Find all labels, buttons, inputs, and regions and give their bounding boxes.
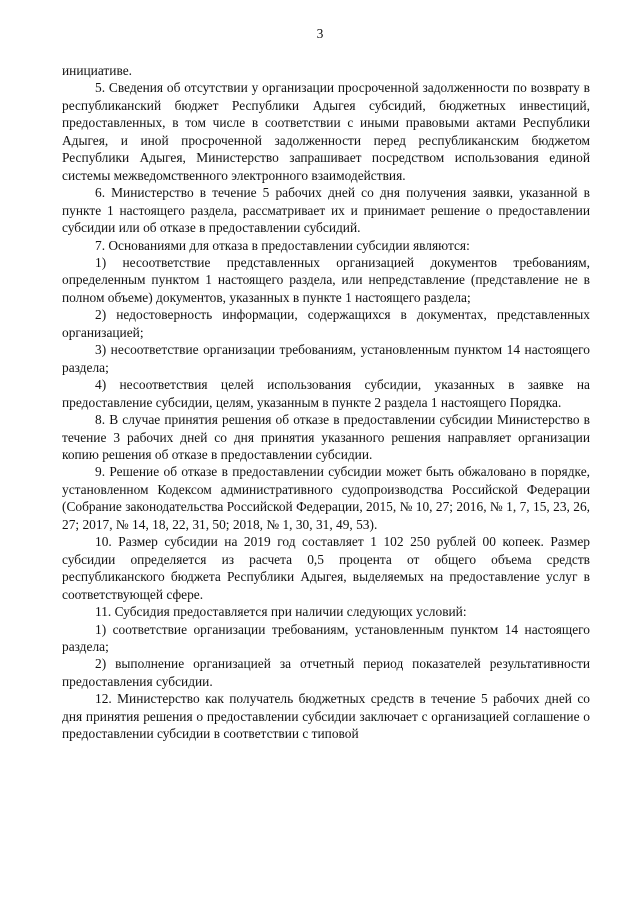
paragraph-8: 8. В случае принятия решения об отказе в предоставлении субсидии Министерство в течение 3 рабочих дней со дня принятия указанного решения направляет организации копию решения об отказе в предоставлении субсидии. xyxy=(62,412,590,462)
paragraph-5: 5. Сведения об отсутствии у организации просроченной задолженности по возврату в республиканский бюджет Республики Адыгея субсидий, бюджетных инвестиций, предоставленных, в том числе в соответствии с иными правовыми актами Республики Адыгея, и иной просроченной задолженности перед республиканским бюджетом Республики Адыгея, Министерство запрашивает посредством использования единой системы межведомственного электронного взаимодействия. xyxy=(62,80,590,183)
paragraph-12: 12. Министерство как получатель бюджетных средств в течение 5 рабочих дней со дня принятия решения о предоставлении субсидии заключает с организацией соглашение о предоставлении субсидии в соответствии с типовой xyxy=(62,691,590,742)
document-body xyxy=(62,62,590,743)
paragraph-7-item-1: 1) несоответствие представленных организацией документов требованиям, определенным пунктом 1 настоящего раздела, или непредставление (представление не в полном объеме) документов, указанных в пункте 1 настоящего раздела; xyxy=(62,254,590,305)
paragraph-continuation: инициативе. xyxy=(62,63,132,78)
page-number: 3 xyxy=(316,26,324,41)
paragraph-7: 7. Основаниями для отказа в предоставлении субсидии являются: xyxy=(95,237,470,253)
paragraph-11: 11. Субсидия предоставляется при наличии следующих условий: xyxy=(95,604,467,620)
paragraph-7-item-4: 4) несоответствия целей использования субсидии, указанных в заявке на предоставление субсидии, целям, указанным в пункте 2 раздела 1 настоящего Порядка. xyxy=(62,377,590,410)
paragraph-7-item-2: 2) недостоверность информации, содержащихся в документах, представленных организацией; xyxy=(62,307,590,340)
paragraph-6: 6. Министерство в течение 5 рабочих дней со дня получения заявки, указанной в пункте 1 настоящего раздела, рассматривает их и принимает решение о предоставлении субсидии или об отказе в предоставлении субсидий. xyxy=(62,185,590,236)
paragraph-11-item-2: 2) выполнение организацией за отчетный период показателей результативности предоставления субсидии. xyxy=(62,656,590,689)
paragraph-11-item-1: 1) соответствие организации требованиям, установленным пунктом 14 настоящего раздела; xyxy=(62,621,590,654)
paragraph-9: 9. Решение об отказе в предоставлении субсидии может быть обжаловано в порядке, установленном Кодексом административного судопроизводства Российской Федерации (Собрание законодательства Российской Федерации, 2015, № 10, 27; 2016, № 1, 7, 15, 23, 26, 27; 2017, № 14, 18, 22, 31, 50; 2018, № 1, 30, 31, 49, 53). xyxy=(62,464,590,532)
paragraph-10: 10. Размер субсидии на 2019 год составляет 1 102 250 рублей 00 копеек. Размер субсидии определяется из расчета 0,5 процента от общего объема средств республиканского бюджета Республики Адыгея, выделяемых на предоставление услуг в соответствующей сфере. xyxy=(62,534,590,602)
paragraph-7-item-3: 3) несоответствие организации требованиям, установленным пунктом 14 настоящего раздела; xyxy=(62,342,590,375)
